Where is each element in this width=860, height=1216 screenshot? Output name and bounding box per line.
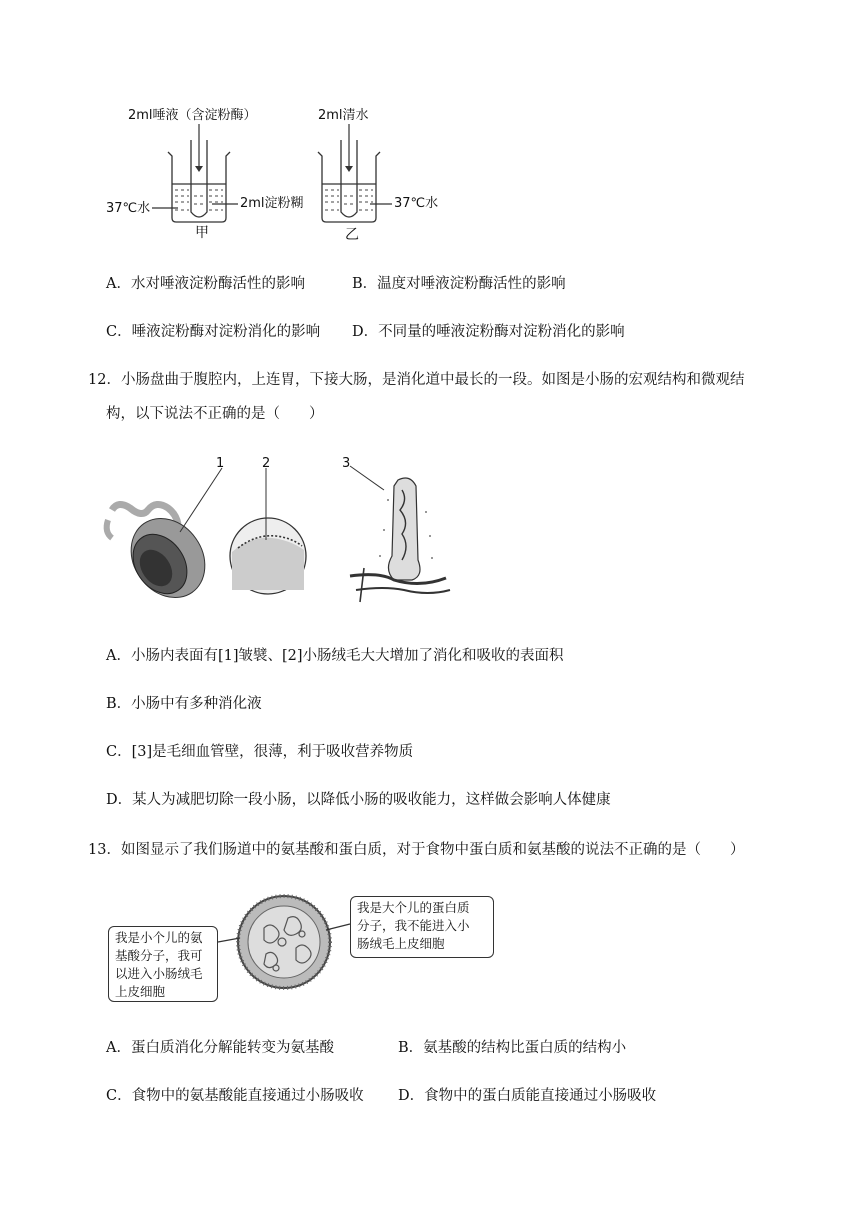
q12-option-b: B．小肠中有多种消化液 [106,696,262,712]
yi-top-label: 2ml清水 [318,108,369,123]
intestine-drawing [0,440,860,640]
q12-option-d: D．某人为减肥切除一段小肠，以降低小肠的吸收能力，这样做会影响人体健康 [106,792,611,808]
right-bubble-line: 我是大个儿的蛋白质 [357,900,470,915]
q11-option-a: A．水对唾液淀粉酶活性的影响 [106,276,305,292]
q13-stem: 13．如图显示了我们肠道中的氨基酸和蛋白质，对于食物中蛋白质和氨基酸的说法不正确的是（ ） [88,842,745,858]
paste-label: 2ml淀粉糊 [240,196,304,211]
yi-caption: 乙 [345,227,359,243]
jia-top-label: 2ml唾液（含淀粉酶） [128,108,257,123]
beaker-drawing [0,0,860,260]
left-bubble-line: 以进入小肠绒毛 [115,966,203,981]
q13-option-a: A．蛋白质消化分解能转变为氨基酸 [106,1040,334,1056]
figure-label-3: 3 [342,456,351,471]
right-bubble-line: 分子，我不能进入小 [357,918,470,933]
right-bubble-line: 肠绒毛上皮细胞 [357,936,445,951]
figure-label-2: 2 [262,456,271,471]
q11-option-d: D．不同量的唾液淀粉酶对淀粉消化的影响 [352,324,625,340]
q13-option-c: C．食物中的氨基酸能直接通过小肠吸收 [106,1088,364,1104]
q11-option-c: C．唾液淀粉酶对淀粉消化的影响 [106,324,321,340]
q11-option-b: B．温度对唾液淀粉酶活性的影响 [352,276,566,292]
q13-option-b: B．氨基酸的结构比蛋白质的结构小 [398,1040,627,1056]
q13-option-d: D．食物中的蛋白质能直接通过小肠吸收 [398,1088,657,1104]
figure-label-1: 1 [216,456,225,471]
jia-caption: 甲 [195,225,209,241]
protein-bubble [350,896,494,958]
left-water-label: 37℃水 [106,201,151,216]
left-bubble-line: 基酸分子，我可 [115,948,203,963]
q12-option-c: C．[3]是毛细血管壁，很薄，利于吸收营养物质 [106,744,414,760]
amino-acid-bubble [108,926,218,1002]
q12-option-a: A．小肠内表面有[1]皱襞、[2]小肠绒毛大大增加了消化和吸收的表面积 [106,648,564,664]
q12-stem-line1: 12．小肠盘曲于腹腔内，上连胃，下接大肠，是消化道中最长的一段。如图是小肠的宏观结构和微观结 [88,372,745,388]
q12-stem-line2: 构，以下说法不正确的是（ ） [106,406,324,422]
left-bubble-line: 我是小个儿的氨 [115,930,203,945]
right-water-label: 37℃水 [394,196,439,211]
left-bubble-line: 上皮细胞 [115,984,166,999]
